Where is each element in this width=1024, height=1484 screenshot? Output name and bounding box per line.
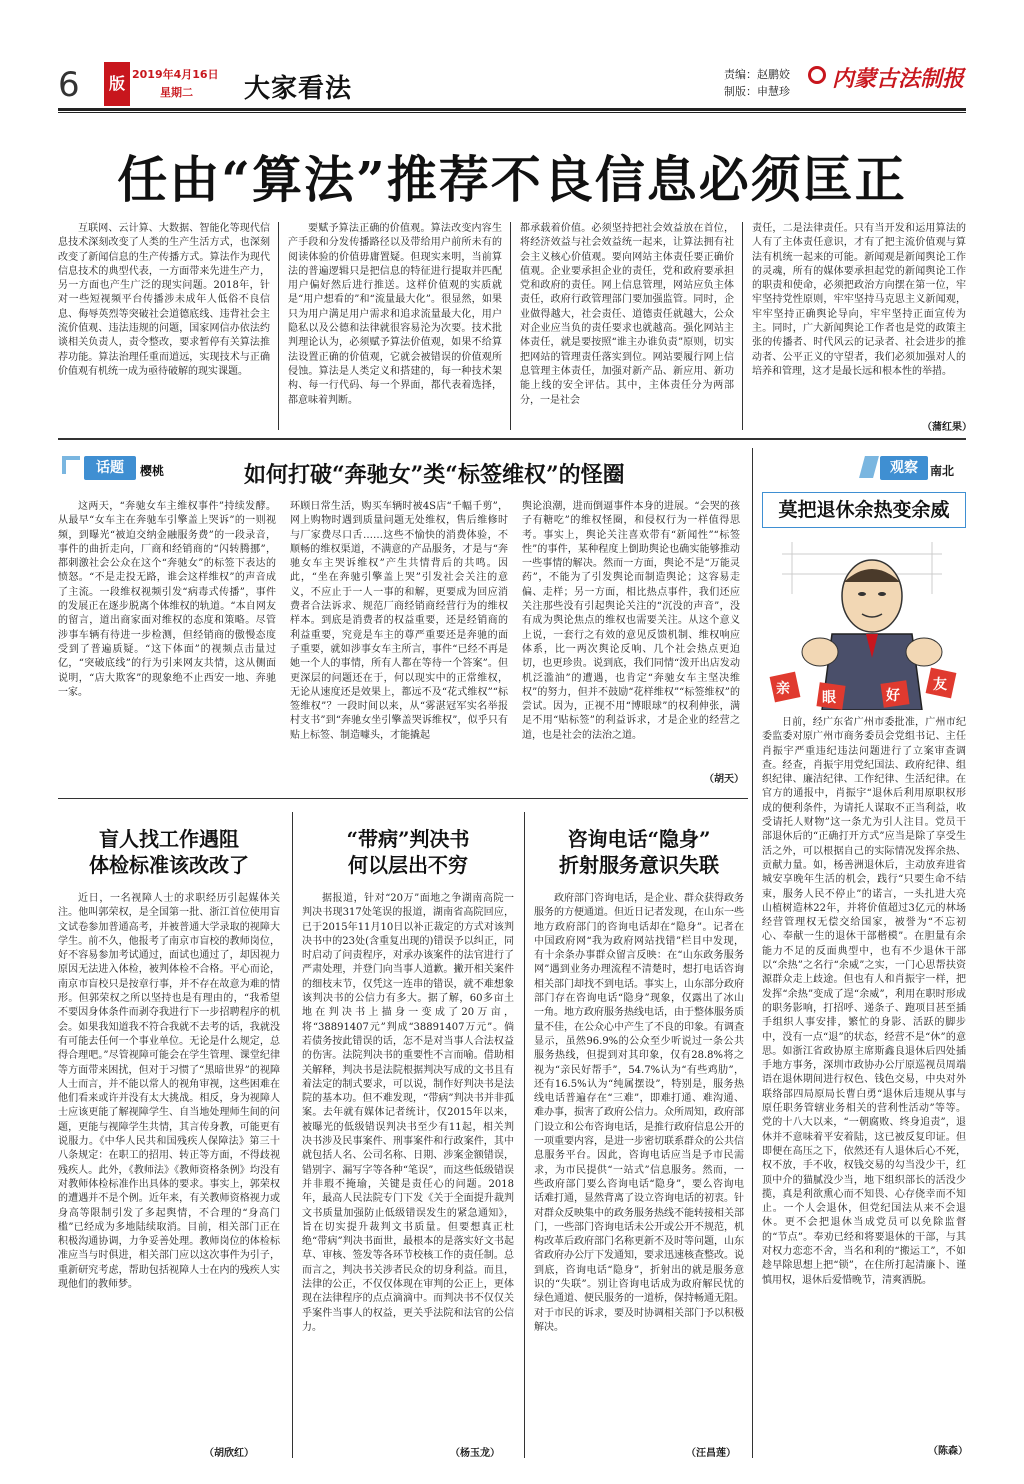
paragraph: 舆论浪潮，进而倒逼事件本身的进展。“会哭的孩子有糖吃”的维权怪圈，和侵权行为一样值得思考。事实上，舆论关注喜欢带有“新闻性”“标签性”的事件，某种程度上倒助舆论也确实能够推动一些事情的解决。然而一方面，舆论不是“万能灵药”，不能为了引发舆论而制造舆论；这容易走偏、走样；另一方面，相比热点事件，我们还应关注那些没有引起舆论关注的“沉没的声音”，没有成为舆论焦点的维权也需要关注。从这个意义上说，一套行之有效的意见反馈机制、维权响应体系，比一两次舆论反响、几个社会热点更迫切，也更珍贵。说到底，我们同情“泼开出店发动机泛滥油”的遭遇，也肯定“奔驰女车主坚决维权”的努力，但并不鼓励“花样维权”“标签维权”的尝试。因为，正视不用“博眼球”的权利伸张，满足不用“贴标签”的利益诉求，才是企业的经营之道，也是社会的法治之道。	[522, 501, 740, 741]
cartoon-sign-1: 亲	[776, 681, 790, 697]
newspaper-logo-icon	[808, 66, 826, 84]
paragraph: 这两天，“奔驰女车主维权事件”持续发酵。从最早“女车主在奔驰车引擎盖上哭诉”的一则视频，到曝光“被迫交纳金融服务费”的一段录音，事件的曲折走向，厂商和经销商的“闪转腾挪”，都刺激社会公众在这个“奔驰女”的标签下表达的愤怒。“不是走投无路，谁会这样维权”的声音成了主流。一段维权视频引发“病毒式传播”，事件的发展正在逐步脱离个体维权的轨道。“本自网友的留言，道出商家面对维权的态度和策略。尽管涉事车辆有待进一步检测，但经销商的傲慢态度受到了普遍质疑。“这下体面”的视频点击量过亿，“突破底线”的行为引来网友共情，这从侧面说明，“店大欺客”的现象绝不止西安一地、奔驰一家。	[58, 501, 276, 698]
page-number: 6	[58, 65, 80, 105]
bottom-article-3-byline: （汪昌莲）	[686, 1448, 736, 1459]
huati-col-1	[58, 500, 276, 782]
cartoon-sign-3: 好	[886, 688, 900, 704]
title-line-2: 何以层出不穷	[348, 853, 468, 877]
huati-corner-icon	[62, 456, 80, 474]
bottom-article-1-body	[58, 892, 280, 1438]
weekday-text: 星期二	[160, 86, 193, 99]
huati-col-3	[522, 500, 740, 770]
column-divider	[524, 812, 525, 1458]
guancha-title-box	[762, 492, 966, 528]
title-line-1: 盲人找工作遇阻	[99, 827, 239, 851]
issue-date	[132, 66, 219, 102]
huati-col-2	[290, 500, 508, 782]
bottom-article-3-title	[534, 826, 744, 878]
guancha-byline: （陈森）	[928, 1446, 968, 1457]
bottom-article-3-body	[534, 892, 744, 1438]
section-rule	[58, 798, 748, 799]
guancha-tag: 观察	[880, 456, 928, 480]
cartoon-illustration	[762, 534, 966, 710]
main-article-col-3	[520, 222, 734, 432]
title-line-2: 体检标准该改改了	[89, 853, 249, 877]
editor: 责编：赵鹏姣	[724, 68, 790, 81]
column-divider	[742, 222, 743, 430]
huati-byline: （胡天）	[704, 774, 744, 785]
paragraph: 近日，一名视障人士的求职经历引起媒体关注。他叫郭荣权，是全国第一批、浙江首位使用盲文试卷参加普通高考，并被普通大学录取的视障大学生。前不久，他报考了南京市盲校的教师岗位，好不容易参加考试通过，面试也通过了，却因视力原因无法进入体检，被判体检不合格。平心而论，南京市盲校只是按章行事，并不存在故意为难的情形。但郭荣权之所以坚持也是有理由的，“我希望不要因身体条件而剥夺我进行下一步招聘程序的机会。如果我知道我不符合我就不去考的话，我就没有可能去任何一个事业单位。无论是什么规定，总得合理吧。”尽管视障可能会在学生管理、课堂纪律等方面带来困扰，但对于习惯了“黑暗世界”的视障人士而言，并不能以常人的视角审视，这些困难在他们看来或许并没有太大挑战。相反，身为视障人士应该更能了解视障学生、自当地处理师生间的问题，更能与视障学生共情，其言传身教，可能更有说服力。《中华人民共和国残疾人保障法》第三十八条规定：在职工的招用、转正等方面，不得歧视残疾人。此外，《教师法》《教师资格条例》均没有对教师体检标准作出具体的要求。事实上，郭荣权的遭遇并不是个例。近年来，有关教师资格视力或身高等限制引发了多起舆情，不合理的“身高门槛”已经成为多地陆续取消。目前，相关部门正在积极沟通协调，力争妥善处理。教师岗位的体检标准应当与时俱进，相关部门应以这次事件为引子，重新研究考虑，帮助包括视障人士在内的残疾人实现他们的教师梦。	[58, 893, 280, 1291]
paragraph: 据报道，针对“20万”面地之争湖南高院一判决书现317处笔误的报道，湖南省高院回应，已于2015年11月10日以补正裁定的方式对该判决书中的23处(含重复出现的)错误予以纠正，同时启动了问责程序，对承办该案件的法官进行了严肃处理，并登门向当事人道歉。撇开相关案件的细枝末节，仅凭这一连串的错误，就不难想象该判决书的公信力有多大。据了解，60多亩土地在判决书上描身一变成了20万亩，将“38891407元”判成“38891407万元”。倘若债务按此错误的话，怎不是对当事人合法权益的伤害。法院判决书的重要性不言而喻。借助相关解释，判决书是法院根据判决写成的文书且有着法定的制式要求，可以说，制作好判决书是法院的基本功。但不难发现，“带病”判决书并非孤案。去年就有媒体记者统计，仅2015年以来，被曝光的低级错误判决书至少有11起，相关判决书涉及民事案件、刑事案件和行政案件，其中就包括人名、公司名称、日期、涉案金额错误，错别字、漏写字等各种“笔误”，而这些低级错误并非瑕不掩瑜，关键是责任心的问题。2018年，最高人民法院专门下发《关于全面提升裁判文书质量加强防止低级错误发生的紧急通知》，旨在切实提升裁判文书质量。但要想真正杜绝“带病”判决书面世，最根本的是落实好文书起草、审核、签发等各环节校核工作的责任制。总而言之，判决书关涉者民众的切身利益。而且，法律的公正，不仅仅体现在审判的公正上，更体现在法律程序的点点滴滴中。而判决书不仅仅关乎案件当事人的权益，更关乎法院和法官的公信力。	[302, 893, 514, 1333]
title-line-2: 折射服务意识失联	[559, 853, 719, 877]
paragraph: 环顾日常生活，购买车辆时被4S店“千幅千剪”，网上购物时遇到质量问题无处维权，售后维修时与厂家费尽口舌……这些不愉快的消费体验，不顺畅的维权渠道，不满意的产品服务，才是与“奔驰女车主哭诉维权”产生共情背后的共鸣。因此，“坐在奔驰引擎盖上哭”引发社会关注的意义，不应止于一人一事的和解，更要成为回应消费者合法诉求、规范厂商经销商经营行为的维权样本。到底是消费者的权益重要，还是经销商的利益重要，究竟是车主的尊严重要还是奔驰的面子重要，就如涉事女车主所言，事件“已经不再是她一个人的事情，所有人都在等待一个答案”。但更深层的问题还在于，何以现实中的正常维权，无论从速度还是效果上，都远不及“花式维权”“标签维权”？一段时间以来，从“雾湛冠军实名举报村支书”到“奔驰女坐引擎盖哭诉维权”，似乎只有贴上标签、制造噱头，才能撬起	[290, 501, 508, 741]
title-line-1: 咨询电话“隐身”	[567, 827, 711, 851]
bottom-article-2-body	[302, 892, 514, 1438]
guancha-tag-sub: 南北	[930, 464, 955, 478]
sidebar-divider	[752, 448, 753, 1458]
main-byline: （蒲红果）	[922, 422, 972, 433]
column-title: 大家看法	[244, 74, 353, 104]
page-label: 版	[104, 62, 130, 106]
bottom-article-2-byline: （杨玉龙）	[450, 1448, 500, 1459]
paragraph: 要赋予算法正确的价值观。算法改变内容生产手段和分发传播路径以及带给用户前所未有的阅读体验的价值毋庸置疑。但现实来明，当前算法的普遍逻辑只是把信息的特征进行提取并匹配用户偏好然后进行推送。这样价值观的实质就是“用户想看的”和“流量最大化”。很显然，如果只为用户满足用户需求和追求流量最大化，用户隐私以及公德和法律就很容易沦为次要。技术批判理论认为，必须赋予算法价值观，如果不给算法设置正确的价值观，它就会被错误的价值观所侵蚀。算法是人类定义和搭建的，每一种技术架构、每一行代码、每一个界面，都代表着选择，都意味着判断。	[288, 223, 502, 406]
paragraph: 都承载着价值。必须坚持把社会效益放在首位，将经济效益与社会效益统一起来，让算法拥有社会主义核心价值观。要向网站主体责任要正确价值观。企业要承担企业的责任，党和政府要承担党和政府的责任。网上信息管理，网站应负主体责任，政府行政管理部门要加强监管。同时，企业做得越大，社会责任、道德责任就越大，公众对企业应当负的责任要求也就越高。强化网站主体责任，就是要按照“谁主办谁负责”原则，切实把网站的管理责任落实到位。网站要履行网上信息管理主体责任，加强对新产品、新应用、新功能上线的安全评估。其中，主体责任分为两部分，一是社会	[520, 223, 734, 406]
main-article-col-2	[288, 222, 502, 432]
paragraph: 互联网、云计算、大数据、智能化等现代信息技术深刻改变了人类的生产生活方式，也深刻改变了新闻信息的生产传播方式。算法作为现代信息技术的典型代表，一方面带来先进生产力，另一方面也产生广泛的现实问题。2018年，针对一些短视频平台传播涉未成年人低俗不良信息、侮辱英烈等突破社会道德底线、违背社会主流价值观、违法违规的问题，国家网信办依法约谈相关负责人，责令整改，要求暂停有关算法推荐功能。算法治理任重而道远，实现技术与正确价值观有机统一成为亟待破解的现实课题。	[58, 223, 270, 377]
main-headline: 任由“算法”推荐不良信息必须匡正	[117, 150, 907, 209]
bottom-article-1-title	[58, 826, 280, 878]
editor-info	[724, 66, 790, 100]
column-divider	[278, 222, 279, 430]
guancha-accent-icon	[859, 456, 879, 478]
column-divider	[510, 222, 511, 430]
producer: 制版：申慧珍	[724, 85, 790, 98]
newspaper-name: 内蒙古法制报	[832, 66, 965, 92]
header-rule	[58, 108, 966, 111]
column-divider	[292, 812, 293, 1458]
paragraph: 政府部门咨询电话，是企业、群众获得政务服务的方便通道。但近日记者发现，在山东一些地方政府部门的咨询电话却在“隐身”。记者在中国政府网“我为政府网站找错”栏目中发现，有十余条办事群众留言反映：在“山东政务服务网”遇到业务办理流程不清楚时，想打电话咨询相关部门却找不到电话。事实上，山东部分政府部门存在咨询电话“隐身”现象，仅露出了冰山一角。地方政府服务热线电话，由于整体服务质量不佳，在公众心中产生了不良的印象。有调查显示，虽然96.9%的公众至少听说过一条公共服务热线，但提到对其印象，仅有28.8%将之视为“亲民好帮手”，54.7%认为“有些鸡肋”，还有16.5%认为“纯属摆设”，特别是，服务热线电话普遍存在“三难”，即难打通、难沟通、难办事，损害了政府公信力。众所周知，政府部门设立和公布咨询电话，是推行政府信息公开的一项重要内容，是进一步密切联系群众的公共信息服务平台。因此，咨询电话应当是予市民需求，为市民提供“一站式”信息服务。然而，一些政府部门要么咨询电话“隐身”，要么咨询电话难打通，显然背离了设立咨询电话的初衷。针对群众反映集中的政务服务热线不能转接相关部门，一些部门咨询电话未公开或公开不规范，机构改革后政府部门名称更新不及时等问题，山东省政府办公厅下发通知，要求迅速核查整改。说到底，咨询电话“隐身”，折射出的就是服务意识的“失联”。别让咨询电话成为政府解民忧的绿色通道、便民服务的一道桥，保持畅通无阻。对于市民的诉求，要及时协调相关部门予以积极解决。	[534, 893, 744, 1333]
cartoon-sign-2: 眼	[822, 690, 836, 706]
huati-tag-sub: 樱桃	[140, 464, 165, 478]
guancha-headline: 莫把退休余热变余威	[778, 499, 950, 521]
main-article-col-4	[752, 222, 966, 418]
bottom-article-2-title	[302, 826, 514, 878]
cartoon-sign-4: 友	[933, 677, 947, 693]
paragraph: 日前，经广东省广州市委批准，广州市纪委监委对原广州市商务委员会党组书记、主任肖振宇严重违纪违法问题进行了立案审查调查。经查，肖振宇用党纪国法、政府纪律、组织纪律、廉洁纪律、工作纪律、生活纪律。在官方的通报中，肖振宇“退休后利用原职权形成的便利条件，为请托人谋取不正当利益，收受请托人财物”这一条尤为引人注目。党员干部退休后的“正确打开方式”应当是除了享受生活之外，可以根据自己的实际情况发挥余热、贡献力量。如，杨善洲退休后，主动放弃进省城安享晚年生活的机会，践行“只要生命不结束，服务人民不停止”的诺言，一头扎进大亮山植树造林22年，并将价值超过3亿元的林场经营管理权无偿交给国家，被誉为“不忘初心、奉献一生的退休干部楷模”。在胆量有余能力不足的反面典型中，也有不少退休干部以“余热”之名行“余威”之实，一门心思帮扶资源群众走上歧途。但也有人和肖振宇一样，把发挥“余热”变成了逞“余威”，利用在职时形成的职务影响，打招呼、递条子、跑项目甚至插手组织人事安排，繁忙的身影、活跃的脚步中，没有一点“退”的状态，经营不是“休”的意思。如浙江省政协原主席斯鑫良退休后四处插手地方事务，深圳市政协办公厅原巡视员周端语在退休期间进行权色、钱色交易，中央对外联络部四局原局长曹白勇“退休后违规从事与原任职务管辖业务相关的营利性活动”等等。党的十八大以来，“一朝腐败、终身追责”，退休并不意味着平安着陆，这已被反复印证。但即便在高压之下，依然还有人退休后心不死，权不放，手不收，权钱交易的勾当没少干，红顶中介的猫腻没少当，地下组织部长的活没少揽，真是利欲熏心而不知畏、心存侥幸而不知止。一个人会退休，但党纪国法从来不会退休。更不会把退休当成党员可以免除监督的“节点”。奉劝已经和将要退休的干部，与其对权力恋恋不舍，当名和利的“搬运工”，不如趁早除思想上把“锁”，在住所打起清廉卜、谨慎用权，退休后爱惜晚节，清爽洒脱。	[762, 717, 966, 1286]
huati-tag: 话题	[84, 456, 136, 480]
section-rule	[58, 438, 966, 440]
date-text: 2019年4月16日	[132, 68, 219, 81]
huati-headline: 如何打破“奔驰女”类“标签维权”的怪圈	[244, 462, 625, 488]
header-rule-thin	[58, 112, 966, 113]
title-line-1: “带病”判决书	[346, 827, 470, 851]
main-article-col-1	[58, 222, 270, 432]
guancha-body	[762, 716, 966, 1442]
paragraph: 责任，二是法律责任。只有当开发和运用算法的人有了主体责任意识，才有了把主流价值观与算法有机统一起来的可能。新闻观是新闻舆论工作的灵魂，所有的媒体要承担起党的新闻舆论工作的职责和使命，必须把政治方向摆在第一位，牢牢坚持党性原则，牢牢坚持马克思主义新闻观，牢牢坚持正确舆论导向，牢牢坚持正面宣传为主。同时，广大新闻舆论工作者也是党的政策主张的传播者、时代风云的记录者、社会进步的推动者、公平正义的守望者，我们必须加强对人的培养和管理，这才是最长远和根本性的举措。	[752, 223, 966, 377]
bottom-article-1-byline: （胡欣红）	[204, 1448, 254, 1459]
